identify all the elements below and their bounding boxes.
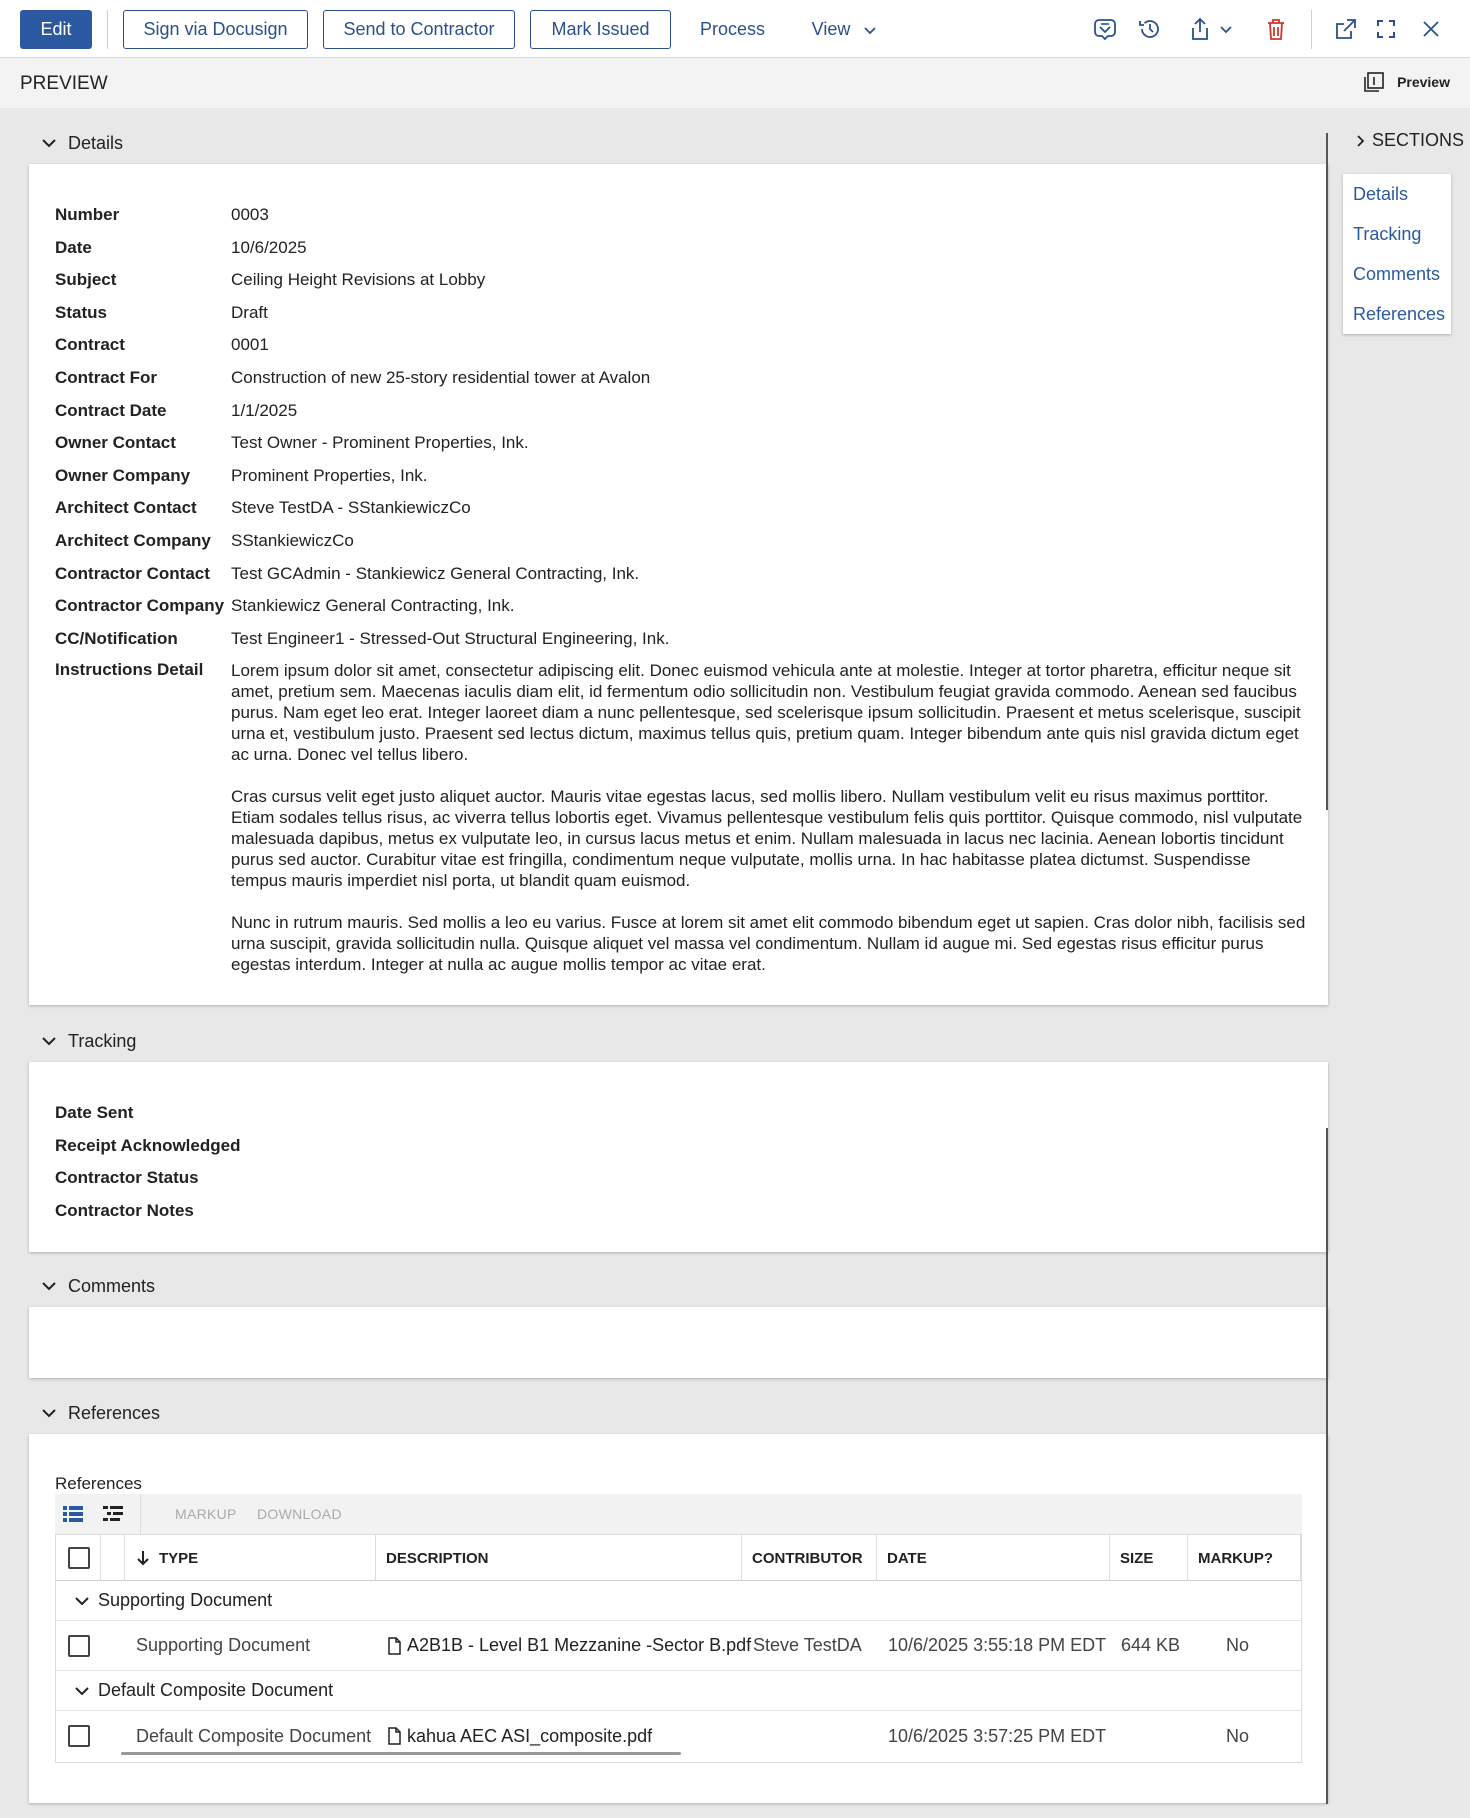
field-label: Date bbox=[55, 238, 92, 257]
field-label: Contractor Notes bbox=[55, 1201, 194, 1220]
field-label: Contractor Contact bbox=[55, 564, 210, 583]
sections-title-label: SECTIONS bbox=[1372, 130, 1465, 150]
preview-toggle[interactable] bbox=[1363, 71, 1450, 93]
field-value: 10/6/2025 bbox=[231, 238, 307, 257]
field-label: Contract bbox=[55, 335, 125, 354]
cell-type: Default Composite Document bbox=[136, 1725, 372, 1746]
references-table bbox=[55, 1534, 1302, 1763]
references-card bbox=[29, 1434, 1328, 1803]
download-button[interactable]: DOWNLOAD bbox=[257, 1506, 342, 1522]
fullscreen-icon[interactable] bbox=[1371, 14, 1401, 44]
edit-button[interactable]: Edit bbox=[20, 10, 92, 49]
group-toggle[interactable] bbox=[72, 1581, 92, 1620]
chevron-right-icon bbox=[1352, 133, 1368, 149]
field-label: Contractor Status bbox=[55, 1168, 199, 1187]
cell-date: 10/6/2025 3:57:25 PM EDT bbox=[888, 1725, 1107, 1746]
sign-docusign-button[interactable]: Sign via Docusign bbox=[123, 10, 308, 49]
column-header-description[interactable]: DESCRIPTION bbox=[376, 1535, 742, 1581]
mark-issued-button[interactable]: Mark Issued bbox=[530, 10, 671, 49]
field-label: Receipt Acknowledged bbox=[55, 1136, 241, 1155]
field-value: SStankiewiczCo bbox=[231, 531, 354, 550]
cell-size: 644 KB bbox=[1121, 1635, 1181, 1655]
field-value: Stankiewicz General Contracting, Ink. bbox=[231, 596, 515, 615]
field-label: CC/Notification bbox=[55, 629, 178, 648]
chevron-down-icon bbox=[72, 1681, 92, 1701]
view-dropdown[interactable] bbox=[800, 10, 890, 49]
process-button[interactable]: Process bbox=[690, 10, 775, 49]
comments-section-header[interactable] bbox=[28, 1266, 155, 1306]
sections-nav-title[interactable] bbox=[1352, 130, 1464, 151]
trash-icon[interactable] bbox=[1261, 14, 1291, 44]
column-header-type[interactable] bbox=[125, 1535, 376, 1581]
group-label: Supporting Document bbox=[98, 1590, 273, 1610]
file-link[interactable]: kahua AEC ASI_composite.pdf bbox=[407, 1725, 653, 1746]
select-all-cell bbox=[56, 1535, 101, 1581]
references-grid-toolbar bbox=[55, 1494, 1302, 1534]
references-subheader: References bbox=[55, 1474, 142, 1493]
field-label: Status bbox=[55, 303, 107, 322]
field-label: Owner Company bbox=[55, 466, 191, 485]
chevron-down-icon bbox=[72, 1591, 92, 1611]
file-icon bbox=[387, 1637, 401, 1655]
close-icon[interactable] bbox=[1416, 14, 1446, 44]
toolbar-divider bbox=[107, 10, 108, 49]
details-card bbox=[29, 164, 1328, 1005]
references-section-header[interactable] bbox=[28, 1393, 160, 1433]
field-label: Contract For bbox=[55, 368, 157, 387]
field-value: 0003 bbox=[231, 205, 269, 224]
tracking-card bbox=[29, 1062, 1328, 1252]
share-chevron-down-icon[interactable] bbox=[1216, 14, 1236, 44]
column-header-markup[interactable]: MARKUP? bbox=[1188, 1535, 1301, 1581]
field-label: Instructions Detail bbox=[55, 660, 204, 679]
group-row[interactable] bbox=[56, 1671, 1301, 1711]
group-row[interactable] bbox=[56, 1581, 1301, 1621]
vertical-scrollbar[interactable] bbox=[1326, 133, 1328, 810]
list-view-icon[interactable] bbox=[58, 1499, 88, 1529]
markup-button[interactable]: MARKUP bbox=[175, 1506, 237, 1522]
field-value: Test GCAdmin - Stankiewicz General Contracting, Ink. bbox=[231, 564, 640, 583]
comments-card bbox=[29, 1307, 1328, 1378]
field-value: Draft bbox=[231, 303, 268, 322]
group-toggle[interactable] bbox=[72, 1671, 92, 1710]
field-label: Contractor Company bbox=[55, 596, 225, 615]
details-header-label: Details bbox=[68, 132, 124, 153]
details-section-header[interactable] bbox=[28, 123, 123, 163]
row-checkbox[interactable] bbox=[68, 1725, 90, 1747]
top-toolbar bbox=[0, 0, 1470, 58]
field-label: Owner Contact bbox=[55, 433, 176, 452]
history-icon[interactable] bbox=[1135, 14, 1165, 44]
field-label: Subject bbox=[55, 270, 117, 289]
preview-header bbox=[0, 58, 1470, 108]
file-link[interactable]: A2B1B - Level B1 Mezzanine -Sector B.pdf bbox=[407, 1635, 752, 1655]
share-icon[interactable] bbox=[1185, 14, 1215, 44]
cell-type: Supporting Document bbox=[136, 1635, 311, 1655]
tracking-section-header[interactable] bbox=[28, 1021, 136, 1061]
sections-nav-item-details[interactable]: Details bbox=[1353, 184, 1409, 204]
field-value: 1/1/2025 bbox=[231, 401, 298, 420]
field-value: Steve TestDA - SStankiewiczCo bbox=[231, 498, 471, 517]
view-label: View bbox=[811, 19, 851, 39]
cell-markup: No bbox=[1226, 1635, 1250, 1655]
cell-date: 10/6/2025 3:55:18 PM EDT bbox=[888, 1635, 1107, 1655]
file-icon bbox=[387, 1727, 401, 1745]
column-header-contributor[interactable]: CONTRIBUTOR bbox=[742, 1535, 877, 1581]
tree-view-icon[interactable] bbox=[98, 1499, 128, 1529]
cell-description[interactable] bbox=[387, 1621, 751, 1670]
field-label: Architect Contact bbox=[55, 498, 197, 517]
chevron-down-icon bbox=[38, 1030, 60, 1052]
field-value: 0001 bbox=[231, 335, 269, 354]
select-all-checkbox[interactable] bbox=[68, 1547, 90, 1569]
field-value: Test Engineer1 - Stressed-Out Structural Engineering, Ink. bbox=[231, 629, 670, 648]
sections-nav-item-tracking[interactable]: Tracking bbox=[1353, 224, 1422, 244]
arrow-down-icon bbox=[135, 1549, 151, 1567]
column-header-size[interactable]: SIZE bbox=[1110, 1535, 1188, 1581]
grid-toolbar-divider bbox=[140, 1494, 141, 1534]
chevron-down-icon bbox=[38, 1275, 60, 1297]
field-value: Construction of new 25-story residential tower at Avalon bbox=[231, 368, 651, 387]
chevron-down-icon bbox=[38, 1402, 60, 1424]
field-value: Test Owner - Prominent Properties, Ink. bbox=[231, 433, 529, 452]
column-type-label: TYPE bbox=[159, 1549, 199, 1567]
field-label: Architect Company bbox=[55, 531, 211, 550]
sections-nav-item-references[interactable]: References bbox=[1353, 304, 1446, 324]
instructions-paragraph: Lorem ipsum dolor sit amet, consectetur adipiscing elit. Donec euismod vehicula ante at molestie. Integer at tortor pharetra, efficitur neque sit amet, pretium sem. Maecenas iaculis diam elit, id fermentum odio sollicitudin non. Vestibulum feugiat gravida commodo. Aenean sed faucibus purus. Nam eget leo erat. Integer laoreet diam a nunc pellentesque, sed scelerisque ipsum sollicitudin. Praesent et metus scelerisque, suscipit urna et, vestibulum justo. Praesent sed lectus dictum, maximus tellus quis, pretium quam. Integer bibendum ante quis nisl gravida dictum eget ac urna. Donec vel tellus libero. bbox=[231, 661, 1301, 764]
toolbar-divider-right bbox=[1311, 10, 1312, 49]
group-label: Default Composite Document bbox=[98, 1680, 334, 1700]
field-label: Date Sent bbox=[55, 1103, 134, 1122]
instructions-paragraph: Cras cursus velit eget justo aliquet auctor. Mauris vitae egestas lacus, sed mollis libero. Nullam vestibulum velit eu risus maximus porttitor. Etiam sodales tellus risus, ac viverra tellus lobortis eget. Vivamus pellentesque vestibulum felis quis porttitor. Quisque commodo, nisl vulputate malesuada dapibus, metus ex vulputate leo, in cursus lacus metus et enim. Nullam malesuada in lacus nec lacinia. Aenean lobortis tincidunt purus sed auctor. Curabitur vitae est fringilla, condimentum neque vulputate, mollis urna. In hac habitasse platea dictumst. Suspendisse tempus mauris imperdiet nisl porta, ut blandit quam euismod. bbox=[231, 787, 1303, 890]
instructions-detail bbox=[231, 660, 1311, 996]
chevron-down-icon bbox=[862, 22, 878, 38]
references-header-label: References bbox=[68, 1402, 161, 1423]
cell-markup: No bbox=[1226, 1725, 1250, 1746]
vertical-scrollbar-track bbox=[1326, 1128, 1328, 1804]
sections-nav-item-comments[interactable]: Comments bbox=[1353, 264, 1441, 284]
preview-icon bbox=[1363, 71, 1385, 93]
field-label: Number bbox=[55, 205, 120, 224]
cell-contributor: Steve TestDA bbox=[753, 1635, 862, 1655]
field-label: Contract Date bbox=[55, 401, 167, 420]
table-row[interactable] bbox=[56, 1621, 1301, 1671]
field-value: Ceiling Height Revisions at Lobby bbox=[231, 270, 486, 289]
chevron-down-icon bbox=[38, 132, 60, 154]
column-header-date[interactable]: DATE bbox=[877, 1535, 1110, 1581]
comments-header-label: Comments bbox=[68, 1275, 156, 1296]
ai-assist-icon[interactable] bbox=[1090, 14, 1120, 44]
spacer-col bbox=[101, 1535, 125, 1581]
table-header bbox=[56, 1535, 1301, 1581]
sections-nav bbox=[1343, 174, 1451, 334]
tracking-header-label: Tracking bbox=[68, 1030, 137, 1051]
send-contractor-button[interactable]: Send to Contractor bbox=[323, 10, 515, 49]
preview-toggle-label: Preview bbox=[1397, 74, 1450, 90]
row-checkbox[interactable] bbox=[68, 1635, 90, 1657]
field-value: Prominent Properties, Ink. bbox=[231, 466, 428, 485]
instructions-paragraph: Nunc in rutrum mauris. Sed mollis a leo eu varius. Fusce at lorem sit amet elit commodo bibendum eget ut sapien. Cras dolor nibh, facilisis sed urna suscipit, gravida sollicitudin nulla. Quisque aliquet vel massa vel condimentum. Nullam id augue mi. Sed egestas risus efficitur purus egestas interdum. Integer at nulla ac augue mollis tempor ac vitae erat. bbox=[231, 913, 1306, 974]
horizontal-scrollbar[interactable] bbox=[121, 1752, 681, 1755]
preview-title: PREVIEW bbox=[20, 73, 108, 94]
open-external-icon[interactable] bbox=[1331, 14, 1361, 44]
